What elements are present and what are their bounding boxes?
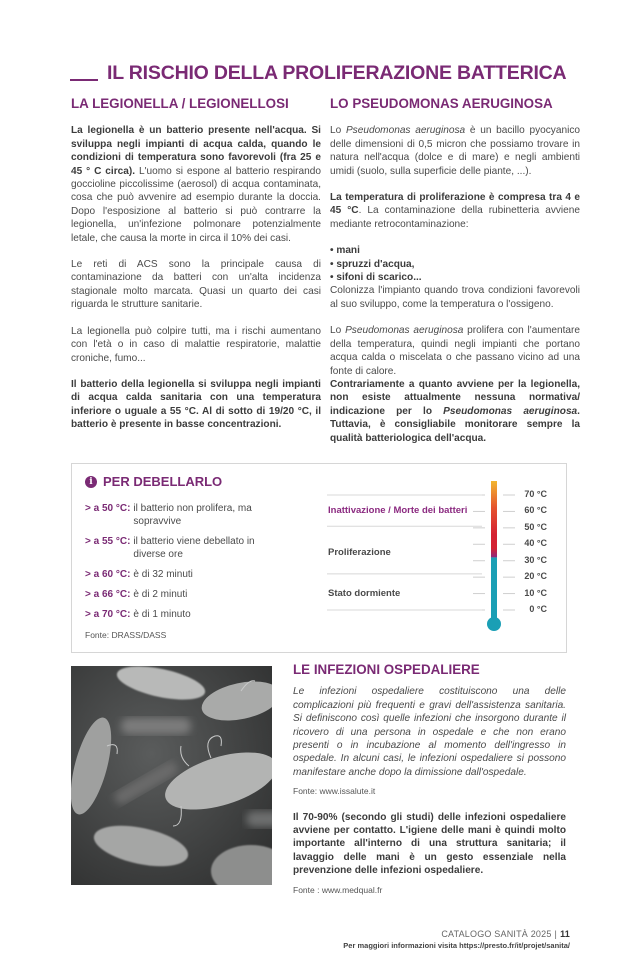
title-rule [70,79,98,81]
page-title [70,62,570,85]
info-icon: i [85,476,97,488]
zone-label: Inattivazione / Morte dei batteri [328,505,468,517]
zone-label: Stato dormiente [328,587,401,599]
contamination-list [330,244,580,284]
thermometer-cold-segment [491,557,497,624]
text: . La contaminazione della rubinetteria avviene mediante retrocontaminazione: [330,205,581,230]
pseudomonas-heading: LO PSEUDOMONAS AERUGINOSA [330,96,553,111]
infezioni-source-1: Fonte: www.issalute.it [293,786,376,797]
debellarlo-source: Fonte: DRASS/DASS [85,630,167,640]
infezioni-intro: Le infezioni ospedaliere costituiscono una delle complicazioni più frequenti e gravi dell'assistenza sanitaria. Si definiscono così quelle infezioni che insorgono durante il ricovero di una persona in ospedale e che non erano presenti o in incubazione al momento dell'ingresso in ospedale. In alcuni casi, le infezioni ospedaliere si possono manifestare anche dopo la dimissione dall'ospedale. [293,686,566,778]
text: Contrariamente a quanto avviene per la legionella, non esiste attualmente nessuna normativa/ indicazione per lo [330,378,580,417]
footer-catalog [441,929,570,939]
thermometer-bulb [487,617,501,631]
rule-key: > a 70 °C: [85,609,131,620]
legionella-paragraph-1 [71,124,321,245]
thermometer-hot-segment [491,481,497,557]
species-name: Pseudomonas aeruginosa [443,405,578,417]
rule-value: il batterio viene debellato in diverse ore [133,536,255,560]
page-number: 11 [560,929,570,939]
text: è un bacillo pyocyanico delle dimensioni di 0,5 micron che possiamo trovare in natura nell'acqua (dolce e di mare) e negli ambienti umidi (suolo, sulla superficie delle piante, ...). [330,125,580,177]
tick-label: 50 °C [524,521,547,532]
tick-label: 20 °C [524,571,547,582]
debellarlo-box [71,463,567,653]
bacteria-photo [71,666,272,885]
page-title-text: IL RISCHIO DELLA PROLIFERAZIONE BATTERICA [107,62,567,84]
legionella-p1-rest: L'uomo si espone al batterio respirando goccioline piccolissime (aerosol) di acqua contaminata, cosa che può avvenire ad esempio durante la doccia. Dopo l'esposizione al batterio si può contrarre la legionella, un'infezione polmonare potenzialmente letale, che causa la morte in circa il 10% dei casi. [71,165,321,244]
list-item: • spruzzi d'acqua, [330,258,580,271]
legionella-paragraph-4: Il batterio della legionella si sviluppa negli impianti di acqua calda sanitaria con una temperatura inferiore o uguale a 55 °C. Al di sotto di 19/20 °C, il batterio è presente in basse concentrazioni. [71,378,321,431]
list-item: • mani [330,244,580,257]
pseudomonas-paragraph-2 [330,191,580,231]
text: Lo [330,325,346,337]
tick-label: 60 °C [524,505,547,516]
infezioni-section [293,663,566,909]
rule-value: è di 2 minuti [133,589,188,600]
infezioni-source-2: Fonte : www.medqual.fr [293,884,383,895]
tick-label: 40 °C [524,538,547,549]
temperature-range-bold: La temperatura di proliferazione è compresa tra 4 e 45 °C [330,192,580,217]
rule-value: è di 32 minuti [133,569,193,580]
infezioni-bold-paragraph: Il 70-90% (secondo gli studi) delle infezioni ospedaliere avviene per contatto. L'igiene delle mani è quindi molto importante all'interno di una struttura sanitaria; il lavaggio delle mani è un gesto essenziale nella prevenzione delle infezioni ospedaliere. [293,811,566,877]
text: Lo [330,125,346,137]
pseudomonas-paragraph-3 [330,324,580,378]
catalog-name: CATALOGO SANITÀ 2025 [441,929,552,939]
legionella-p1-bold: La legionella è un batterio presente nell'acqua. Si sviluppa negli impianti di acqua calda, quando le condizioni di temperatura sono favorevoli (fra 25 e 45 ° C circa). [71,125,321,177]
text: . Tuttavia, è consigliabile monitorare sempre la qualità batteriologica dell'acqua. [330,405,580,444]
pseudomonas-paragraph-1 [330,124,580,178]
tick-label: 10 °C [524,587,547,598]
thermometer-svg [72,464,566,652]
tick-label: 0 °C [529,604,547,614]
legionella-paragraph-3: La legionella può colpire tutti, ma i rischi aumentano con l'età o in caso di malattie respiratorie, malattie croniche, fumo... [71,325,321,364]
separator: | [554,929,558,939]
tick-label: 70 °C [524,489,547,499]
text: Colonizza l'impianto quando trova condizioni favorevoli al suo sviluppo, come la temperatura o l'ossigeno. [330,285,580,310]
legionella-section [71,97,321,445]
rule-value: è di 1 minuto [133,609,191,620]
pseudomonas-paragraph-4 [330,378,580,445]
text: prolifera con l'aumentare della temperatura, quindi negli impianti che portano acqua calda o miscelata o che passano vicino ad una fonte di calore. [330,325,580,377]
species-name: Pseudomonas aeruginosa [345,325,464,337]
rule-key: > a 50 °C: [85,503,131,514]
infezioni-heading: LE INFEZIONI OSPEDALIERE [293,662,480,677]
pseudomonas-section [330,97,580,458]
list-item: • sifoni di scarico... [330,271,580,284]
zone-label: Proliferazione [328,546,391,558]
rule-key: > a 66 °C: [85,589,131,600]
tick-label: 30 °C [524,554,547,565]
rule-key: > a 60 °C: [85,569,131,580]
legionella-paragraph-2: Le reti di ACS sono la principale causa di contaminazione da batteri con un'alta incidenza stagionale molto marcata. Quasi un quarto dei casi riguarda le strutture sanitarie. [71,259,321,311]
rule-key: > a 55 °C: [85,536,131,547]
legionella-heading: LA LEGIONELLA / LEGIONELLOSI [71,96,289,111]
bacteria-image [71,666,272,885]
species-name: Pseudomonas aeruginosa [345,125,466,137]
rule-value: il batterio non prolifera, ma sopravvive [133,503,252,527]
debellarlo-heading: PER DEBELLARLO [103,474,223,489]
footer-info-link[interactable]: Per maggiori informazioni visita https://presto.fr/it/projet/sanita/ [343,941,570,950]
